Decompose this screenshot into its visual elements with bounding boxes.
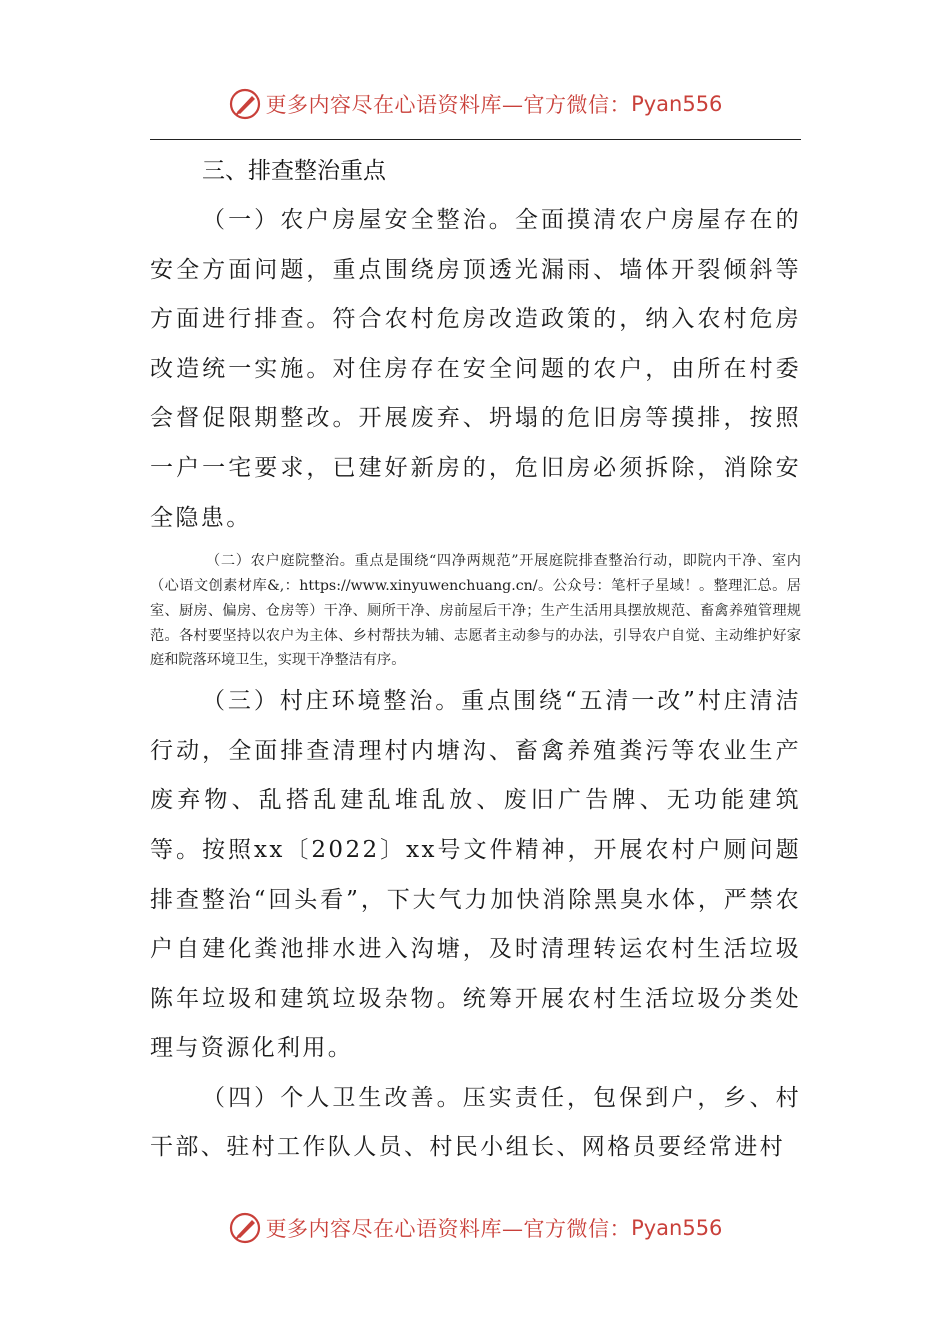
paragraph-village-environment: （三）村庄环境整治。重点围绕“五清一改”村庄清洁行动，全面排查清理村内塘沟、畜禽养殖粪污等农业生产废弃物、乱搭乱建乱堆乱放、废旧广告牌、无功能建筑等。按照xx〔2022〕xx号文件精神，开展农村户厕问题排查整治“回头看”，下大气力加快消除黑臭水体，严禁农户自建化粪池排水进入沟塘，及时清理转运农村生活垃圾陈年垃圾和建筑垃圾杂物。统筹开展农村生活垃圾分类处理与资源化利用。: [150, 688, 801, 1062]
watermark-wechat-id: Pyan556: [631, 1216, 723, 1240]
watermark-text: 更多内容尽在心语资料库—官方微信：: [265, 1217, 632, 1241]
document-body: [150, 150, 801, 1173]
section-heading: 三、排查整治重点: [202, 158, 386, 184]
paragraph-courtyard: （二）农户庭院整治。重点是围绕“四净两规范”开展庭院排查整治行动，即院内干净、室内（心语文创素材库&,：https://www.xinyuwenchuang.cn/。公众号：笔杆子星域！。整理汇总。居室、厨房、偏房、仓房等）干净、厕所干净、房前屋后干净；生产生活用具摆放规范、畜禽养殖管理规范。各村要坚持以农户为主体、乡村帮扶为辅、志愿者主动参与的办法，引导农户自觉、主动维护好家庭和院落环境卫生，实现干净整洁有序。: [150, 553, 801, 669]
watermark-wechat-id: Pyan556: [631, 92, 723, 116]
paragraph-housing-safety: （一）农户房屋安全整治。全面摸清农户房屋存在的安全方面问题，重点围绕房顶透光漏雨、墙体开裂倾斜等方面进行排查。符合农村危房改造政策的，纳入农村危房改造统一实施。对住房存在安全问题的农户，由所在村委会督促限期整改。开展废弃、坍塌的危旧房等摸排，按照一户一宅要求，已建好新房的，危旧房必须拆除，消除安全隐患。: [150, 207, 801, 531]
watermark-banner-top: [0, 82, 950, 126]
paragraph-personal-hygiene: （四）个人卫生改善。压实责任，包保到户，乡、村干部、驻村工作队人员、村民小组长、网格员要经常进村: [150, 1084, 801, 1161]
header-rule: [150, 139, 801, 140]
watermark-banner-bottom: [0, 1206, 950, 1250]
quill-pen-logo-icon: [228, 87, 262, 121]
quill-pen-logo-icon: [228, 1211, 262, 1245]
watermark-text: 更多内容尽在心语资料库—官方微信：: [265, 93, 632, 117]
